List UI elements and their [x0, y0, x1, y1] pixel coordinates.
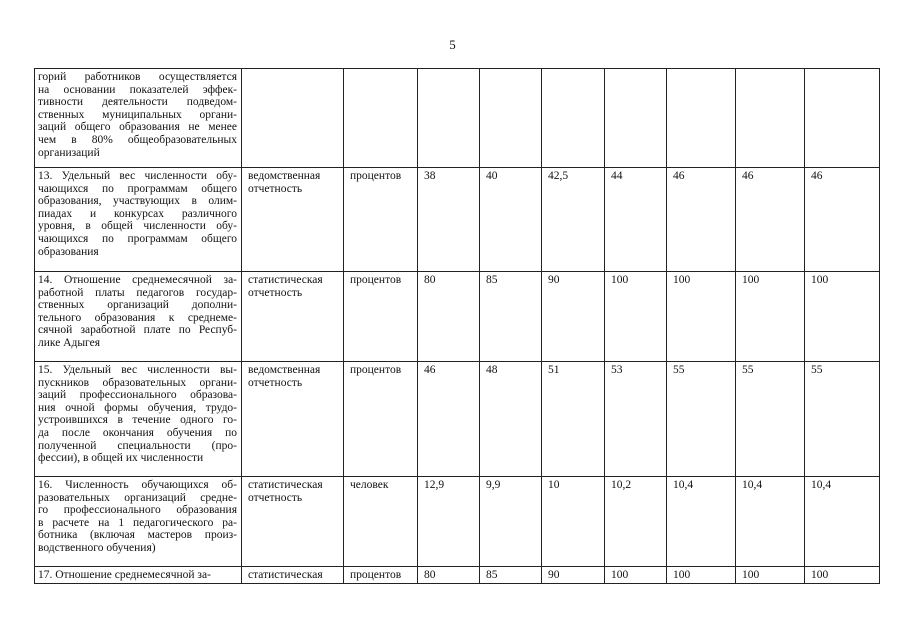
value-cell: 9,9	[480, 477, 542, 567]
table-body	[35, 69, 880, 584]
value-cell	[605, 69, 667, 168]
value-cell: 46	[805, 168, 880, 272]
indicator-line: го профессионального образования	[38, 504, 237, 517]
value-cell: 100	[736, 272, 805, 362]
value-cell: 85	[480, 272, 542, 362]
table-row	[35, 477, 880, 567]
value-cell: 10,4	[736, 477, 805, 567]
table-row	[35, 362, 880, 477]
indicator-line: чем в 80% общеобразовательных	[38, 133, 237, 146]
indicator-line: водственного обучения)	[38, 541, 156, 554]
unit-cell: процентов	[344, 362, 418, 477]
value-cell: 51	[542, 362, 605, 477]
value-cell	[480, 69, 542, 168]
source-cell	[242, 567, 344, 584]
indicator-cell	[35, 477, 242, 567]
value-cell	[805, 69, 880, 168]
value-cell: 46	[418, 362, 480, 477]
value-cell: 44	[605, 168, 667, 272]
indicator-cell	[35, 168, 242, 272]
indicator-line: пиадах и конкурсах различного	[38, 207, 237, 220]
indicator-line: горий работников осуществляется	[38, 71, 237, 83]
indicator-line: тельного образования к среднеме-	[38, 311, 237, 324]
value-cell: 48	[480, 362, 542, 477]
page-number: 5	[449, 37, 456, 52]
indicator-line: лике Адыгея	[38, 336, 101, 349]
value-cell: 55	[805, 362, 880, 477]
source-cell	[242, 477, 344, 567]
indicator-line: сячной заработной плате по Респуб-	[38, 324, 237, 337]
indicator-line: ботника (включая мастеров произ-	[38, 529, 237, 542]
unit-cell: процентов	[344, 567, 418, 584]
indicator-line: чающихся по программам общего	[38, 232, 237, 245]
value-cell: 46	[667, 168, 736, 272]
indicator-line: уровня, в общей численности обу-	[38, 220, 237, 233]
source-line: отчетность	[248, 182, 303, 195]
value-cell: 42,5	[542, 168, 605, 272]
indicator-line: 14. Отношение среднемесячной за-	[38, 274, 237, 286]
value-cell: 100	[667, 567, 736, 584]
source-line: статистическая	[248, 274, 323, 286]
indicator-line: в расчете на 1 педагогического ра-	[38, 516, 237, 529]
unit-cell	[344, 69, 418, 168]
unit-cell: процентов	[344, 272, 418, 362]
indicator-line: образования, участвующих в олим-	[38, 195, 237, 208]
value-cell: 10,4	[667, 477, 736, 567]
indicator-line: чающихся по программам общего	[38, 182, 237, 195]
value-cell: 85	[480, 567, 542, 584]
value-cell: 10,4	[805, 477, 880, 567]
value-cell: 10	[542, 477, 605, 567]
value-cell: 100	[805, 272, 880, 362]
source-line: статистическая	[248, 569, 323, 581]
source-line: ведомственная	[248, 364, 321, 376]
value-cell: 55	[736, 362, 805, 477]
indicator-cell	[35, 567, 242, 584]
value-cell: 55	[667, 362, 736, 477]
value-cell	[667, 69, 736, 168]
indicator-cell	[35, 272, 242, 362]
source-line: отчетность	[248, 286, 303, 299]
table-row	[35, 272, 880, 362]
source-cell	[242, 69, 344, 168]
indicator-line: ственных муниципальных органи-	[38, 108, 237, 121]
indicator-line: 13. Удельный вес численности обу-	[38, 170, 237, 182]
value-cell: 100	[805, 567, 880, 584]
indicator-line: 16. Численность обучающихся об-	[38, 479, 237, 491]
value-cell: 100	[605, 567, 667, 584]
value-cell: 53	[605, 362, 667, 477]
value-cell: 100	[667, 272, 736, 362]
value-cell: 90	[542, 567, 605, 584]
indicator-line: ственных организаций дополни-	[38, 299, 237, 312]
indicator-cell	[35, 362, 242, 477]
value-cell	[736, 69, 805, 168]
indicator-line: 17. Отношение среднемесячной за-	[38, 569, 211, 581]
source-cell	[242, 168, 344, 272]
value-cell: 80	[418, 272, 480, 362]
value-cell: 38	[418, 168, 480, 272]
table-row	[35, 69, 880, 168]
indicator-line: разовательных организаций средне-	[38, 491, 237, 504]
source-cell	[242, 362, 344, 477]
value-cell: 10,2	[605, 477, 667, 567]
indicator-line: полученной специальности (про-	[38, 439, 237, 452]
source-cell	[242, 272, 344, 362]
source-line: статистическая	[248, 479, 323, 491]
indicator-cell	[35, 69, 242, 168]
indicator-line: 15. Удельный вес численности вы-	[38, 364, 237, 376]
table-row	[35, 567, 880, 584]
indicator-line: фессии), в общей их численности	[38, 452, 204, 465]
value-cell: 100	[605, 272, 667, 362]
indicator-line: тивности деятельности подведом-	[38, 96, 237, 109]
indicator-line: на основании показателей эффек-	[38, 83, 237, 96]
value-cell: 100	[736, 567, 805, 584]
indicator-line: да после окончания обучения по	[38, 426, 237, 439]
unit-cell: процентов	[344, 168, 418, 272]
source-line: отчетность	[248, 491, 303, 504]
unit-cell: человек	[344, 477, 418, 567]
value-cell	[418, 69, 480, 168]
source-line: отчетность	[248, 376, 303, 389]
table-row	[35, 168, 880, 272]
value-cell: 12,9	[418, 477, 480, 567]
value-cell: 80	[418, 567, 480, 584]
indicator-line: работной платы педагогов государ-	[38, 286, 237, 299]
indicator-line: заций общего образования не менее	[38, 121, 237, 134]
value-cell: 46	[736, 168, 805, 272]
value-cell: 90	[542, 272, 605, 362]
indicator-line: образования	[38, 245, 99, 258]
indicator-line: пускников образовательных органи-	[38, 376, 237, 389]
indicator-line: ния очной формы обучения, трудо-	[38, 401, 237, 414]
value-cell	[542, 69, 605, 168]
source-line: ведомственная	[248, 170, 321, 182]
value-cell: 40	[480, 168, 542, 272]
indicator-line: организаций	[38, 146, 100, 159]
indicators-table	[34, 68, 880, 584]
indicator-line: заций профессионального образова-	[38, 389, 237, 402]
indicator-line: устроившихся в течение одного го-	[38, 414, 237, 427]
